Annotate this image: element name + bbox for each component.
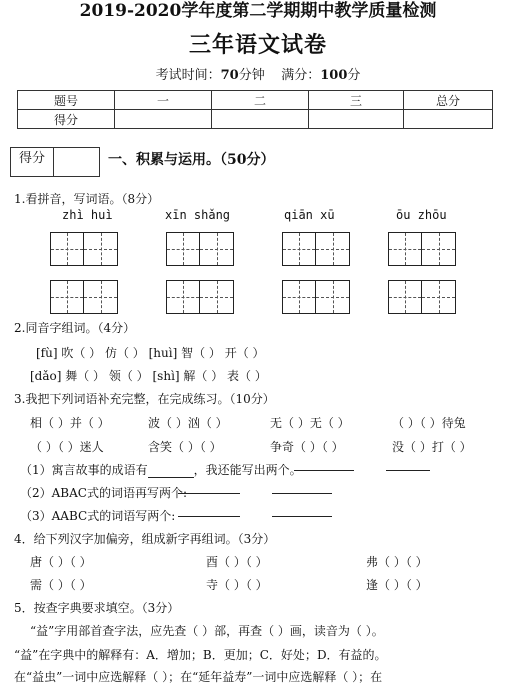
writing-grid[interactable] [50, 280, 118, 314]
idiom-item: 含笑（ ）（ ） [148, 440, 222, 454]
writing-grid[interactable] [388, 280, 456, 314]
score-input-cell[interactable] [115, 110, 212, 129]
radical-item: 逢（ ）（ ） [366, 578, 428, 592]
radical-item: 寺（ ）（ ） [206, 578, 268, 592]
score-table-cell: 总分 [404, 91, 493, 110]
exam-time-label: 考试时间： [155, 68, 221, 83]
question-2-line: [dǎo] 舞（ ） 领（ ） [shì] 解（ ） 表（ ） [30, 369, 267, 383]
writing-grid[interactable] [166, 232, 234, 266]
question-3-sub1-text-b: ，我还能写出两个。 [193, 463, 302, 477]
question-1-title: 1.看拼音，写词语。（8分） [14, 192, 160, 206]
answer-blank[interactable] [386, 470, 430, 471]
question-5-title: 5．按查字典要求填空。（3分） [14, 601, 180, 615]
writing-grid[interactable] [282, 232, 350, 266]
score-table-cell: 二 [212, 91, 309, 110]
writing-grid[interactable] [388, 232, 456, 266]
exam-title: 2019-2020学年度第二学期期中教学质量检测 [79, 1, 437, 21]
score-input-cell[interactable] [309, 110, 404, 129]
answer-blank[interactable] [148, 477, 194, 478]
score-table-score-row [18, 110, 493, 129]
section-score-label: 得分 [11, 148, 54, 176]
idiom-item: 没（ ）打（ ） [392, 440, 472, 454]
score-table-header-row [18, 91, 493, 110]
answer-blank[interactable] [178, 493, 240, 494]
score-table-cell: 三 [309, 91, 404, 110]
answer-blank[interactable] [272, 493, 332, 494]
answer-blank[interactable] [294, 470, 354, 471]
idiom-item: 争奇（ ）（ ） [270, 440, 344, 454]
score-table [17, 90, 493, 129]
idiom-item: 无（ ）无（ ） [270, 416, 350, 430]
idiom-item: （ ）（ ）迷人 [30, 440, 104, 454]
idiom-item: 波（ ）汹（ ） [148, 416, 228, 430]
pinyin-label: zhì huì [62, 208, 113, 222]
full-score-value: 100 [320, 68, 348, 83]
radical-item: 唐（ ）（ ） [30, 555, 92, 569]
idiom-item: （ ）（ ）待兔 [392, 416, 466, 430]
section-score-box [10, 147, 100, 177]
pinyin-label: xīn shǎng [165, 208, 231, 222]
radical-item: 弗（ ）（ ） [366, 555, 428, 569]
exam-time-value: 70 [220, 68, 239, 83]
score-table-cell: 得分 [18, 110, 115, 129]
score-table-cell: 一 [115, 91, 212, 110]
full-score-unit: 分 [347, 68, 361, 83]
answer-blank[interactable] [178, 516, 240, 517]
exam-subtitle: 三年语文试卷 [188, 32, 327, 58]
exam-meta [0, 64, 516, 83]
idiom-item: 相（ ）并（ ） [30, 416, 110, 430]
score-input-cell[interactable] [404, 110, 493, 129]
radical-item: 需（ ）（ ） [30, 578, 92, 592]
question-3-sub1-text: （1）寓言故事的成语有 [20, 463, 148, 477]
section-title: 一、积累与运用。（50分） [108, 152, 275, 168]
question-2-line: [fù] 吹（ ） 仿（ ） [huì] 智（ ） 开（ ） [36, 346, 265, 360]
question-4-title: 4．给下列汉字加偏旁，组成新字再组词。（3分） [14, 532, 276, 546]
question-3-title: 3.我把下列词语补充完整，在完成练习。（10分） [14, 392, 275, 406]
exam-time-unit: 分钟 [238, 68, 265, 83]
writing-grid[interactable] [166, 280, 234, 314]
question-3-sub2: （2）ABAC式的词语再写两个: [20, 486, 188, 500]
writing-grid[interactable] [50, 232, 118, 266]
score-input-cell[interactable] [212, 110, 309, 129]
question-2-title: 2.同音字组词。（4分） [14, 321, 136, 335]
full-score-label: 满分： [281, 68, 321, 83]
pinyin-label: ōu zhōu [396, 208, 447, 222]
question-3-sub3: （3）AABC式的词语写两个: [20, 509, 176, 523]
radical-item: 酉（ ）（ ） [206, 555, 268, 569]
question-5-line: “益”在字典中的解释有：A．增加；B．更加；C．好处；D．有益的。 [14, 648, 387, 662]
question-5-line: 在“益虫”一词中应选解释（ ）；在“延年益寿”一词中应选解释（ ）；在 [14, 670, 383, 684]
question-5-line: “益”字用部首查字法，应先查（ ）部，再查（ ）画，读音为（ ）。 [30, 624, 384, 638]
score-table-cell: 题号 [18, 91, 115, 110]
pinyin-label: qiān xū [284, 208, 335, 222]
question-3-sub1 [20, 461, 302, 478]
writing-grid[interactable] [282, 280, 350, 314]
answer-blank[interactable] [272, 516, 332, 517]
